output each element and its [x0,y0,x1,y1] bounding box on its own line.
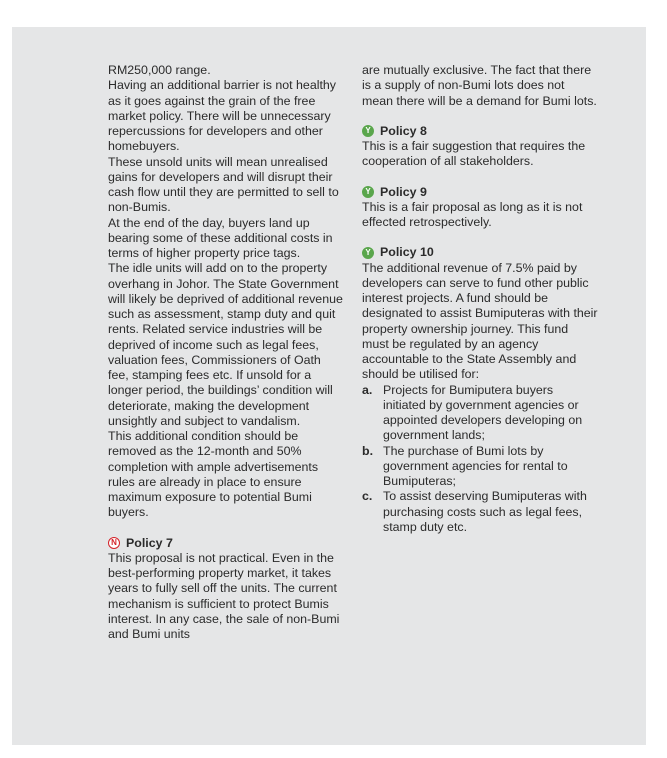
list-item-letter: c. [362,489,373,504]
list-item-text: Projects for Bumiputera buyers initiated by government agencies or appointed developers developing on government lands; [383,382,583,443]
policy-10-list [362,383,598,536]
supported-icon: Y [362,247,374,259]
supported-icon: Y [362,186,374,198]
not-supported-icon: N [108,537,120,549]
right-column [362,63,598,535]
paragraph: These unsold units will mean unrealised gains for developers and will disrupt their cash flow until they are permitted to sell to non-Bumis. [108,154,339,215]
policy-10-title: Policy 10 [380,245,434,260]
continuation-paragraph: are mutually exclusive. The fact that there is a supply of non-Bumi lots does not mean there will be a demand for Bumi lots. [362,63,597,108]
policy-9-text: This is a fair proposal as long as it is not effected retrospectively. [362,199,583,229]
supported-icon: Y [362,125,374,137]
list-item [362,489,598,535]
list-item-letter: b. [362,443,374,458]
list-item-letter: a. [362,382,373,397]
policy-9-heading [362,185,598,200]
left-column [108,63,344,642]
policy-8-heading [362,124,598,139]
list-item-text: To assist deserving Bumiputeras with purchasing costs such as legal fees, stamp duty etc. [383,489,587,534]
policy-10-heading [362,245,598,260]
paragraph: The idle units will add on to the property overhang in Johor. The State Government will likely be deprived of additional revenue such as assessment, stamp duty and quit rents. Related service industries will be deprived of income such as legal fees, valuation fees, Commissioners of Oath fee, stamping fees etc. If unsold for a longer period, the buildings’ condition will deteriorate, making the development unsightly and subject to vandalism. [108,261,343,428]
paragraph: Having an additional barrier is not healthy as it goes against the grain of the free market policy. There will be unnecessary repercussions for developers and other homebuyers. [108,78,336,154]
policy-7-text: This proposal is not practical. Even in the best-performing property market, it takes years to fully sell off the units. The current mechanism is sufficient to protect Bumis interest. In any case, the sale of non-Bumi and Bumi units [108,550,340,641]
paragraph: At the end of the day, buyers land up bearing some of these additional costs in terms of higher property price tags. [108,215,333,260]
policy-8-text: This is a fair suggestion that requires the cooperation of all stakeholders. [362,139,586,169]
policy-9-title: Policy 9 [380,184,427,199]
paragraph: This additional condition should be removed as the 12-month and 50% completion with ample advertisements rules are already in place to ensure maximum exposure to potential Bumi buyers. [108,429,319,520]
page-panel [12,27,646,745]
policy-7-heading [108,536,344,551]
list-item-text: The purchase of Bumi lots by government agencies for rental to Bumiputeras; [383,443,568,488]
policy-7-title: Policy 7 [126,535,173,550]
policy-8-title: Policy 8 [380,123,427,138]
policy-10-text: The additional revenue of 7.5% paid by developers can serve to fund other public interest projects. A fund should be designated to assist Bumiputeras with their property ownership journey. This fund must be regulated by an agency accountable to the State Assembly and should be utilised for: [362,260,598,382]
paragraph: RM250,000 range. [108,63,211,77]
list-item [362,444,598,490]
list-item [362,383,598,444]
